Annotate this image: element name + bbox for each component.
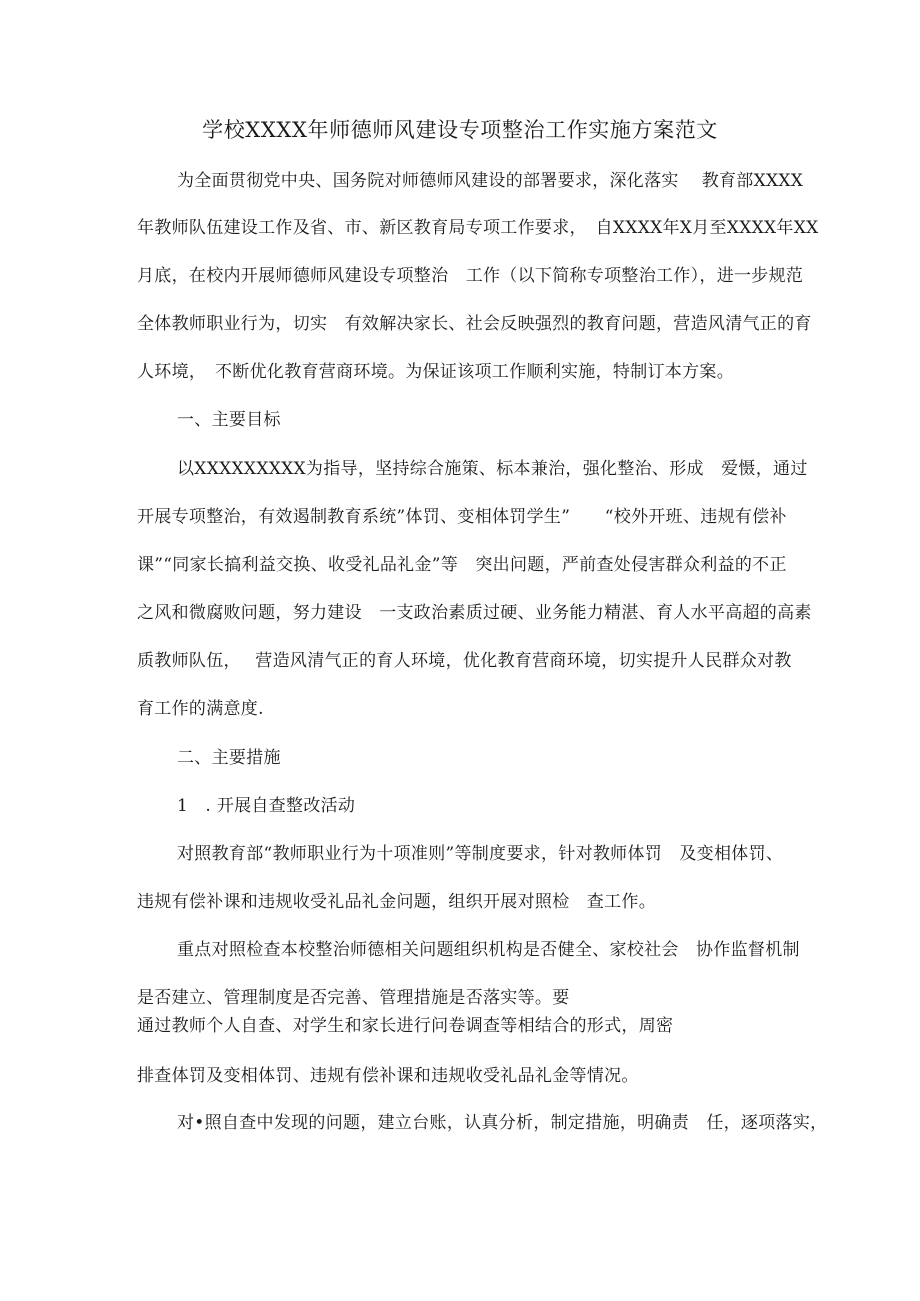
para-4-line-1: 重点对照检查本校整治师德相关问题组织机构是否健全、家校社会 协作监督机制	[177, 940, 800, 960]
para-2-line-4: 之风和微腐败问题，努力建设 一支政治素质过硬、业务能力精湛、育人水平高超的高素	[137, 603, 812, 623]
para-1-line-4: 全体教师职业行为，切实 有效解决家长、社会反映强烈的教育问题，营造风清气正的育	[137, 314, 812, 334]
para-2-line-6: 育工作的满意度.	[137, 699, 264, 719]
para-2-line-3: 课”“同家长搞利益交换、收受礼品礼金”等 突出问题，严前查处侵害群众利益的不正	[137, 555, 787, 575]
para-1-line-2: 年教师队伍建设工作及省、市、新区教育局专项工作要求， 自XXXX年X月至XXXX年XX	[137, 218, 819, 238]
subheading-self-check: 1 . 开展自查整改活动	[177, 796, 356, 816]
para-2-line-5: 质教师队伍， 营造风清气正的育人环境，优化教育营商环境，切实提升人民群众对教	[137, 651, 792, 671]
para-1-line-5: 人环境， 不断优化教育营商环境。为保证该项工作顺利实施，特制订本方案。	[137, 362, 734, 382]
para-4-line-3: 通过教师个人自查、对学生和家长进行问卷调查等相结合的形式，周密	[137, 1016, 674, 1036]
para-3-line-2: 违规有偿补课和违规收受礼品礼金问题，组织开展对照检 查工作。	[137, 892, 656, 912]
para-1-line-1: 为全面贯彻党中央、国务院对师德师风建设的部署要求，深化落实 教育部XXXX	[177, 171, 804, 191]
para-2-line-1: 以XXXXXXXXX为指导，坚持综合施策、标本兼治，强化整治、形成 爱慑，通过	[177, 459, 808, 479]
para-4-line-2: 是否建立、管理制度是否完善、管理措施是否落实等。要	[137, 988, 570, 1008]
document-title: 学校XXXX年师德师风建设专项整治工作实施方案范文	[202, 118, 718, 142]
para-2-line-2: 开展专项整治，有效遏制教育系统”体罚、变相体罚学生” “校外开班、违规有偿补	[137, 507, 787, 527]
para-3-line-1: 对照教育部“教师职业行为十项准则”等制度要求，针对教师体罚 及变相体罚、	[177, 844, 784, 864]
para-4-line-4: 排查体罚及变相体罚、违规有偿补课和违规收受礼品礼金等情况。	[137, 1066, 639, 1086]
para-1-line-3: 月底，在校内开展师德师风建设专项整治 工作（以下简称专项整治工作），进一步规范	[137, 266, 804, 286]
section-heading-measures: 二、主要措施	[177, 748, 281, 768]
section-heading-goals: 一、主要目标	[177, 410, 281, 430]
para-5-line-1: 对•照自查中发现的问题，建立台账，认真分析，制定措施，明确责 任，逐项落实，	[177, 1113, 828, 1133]
